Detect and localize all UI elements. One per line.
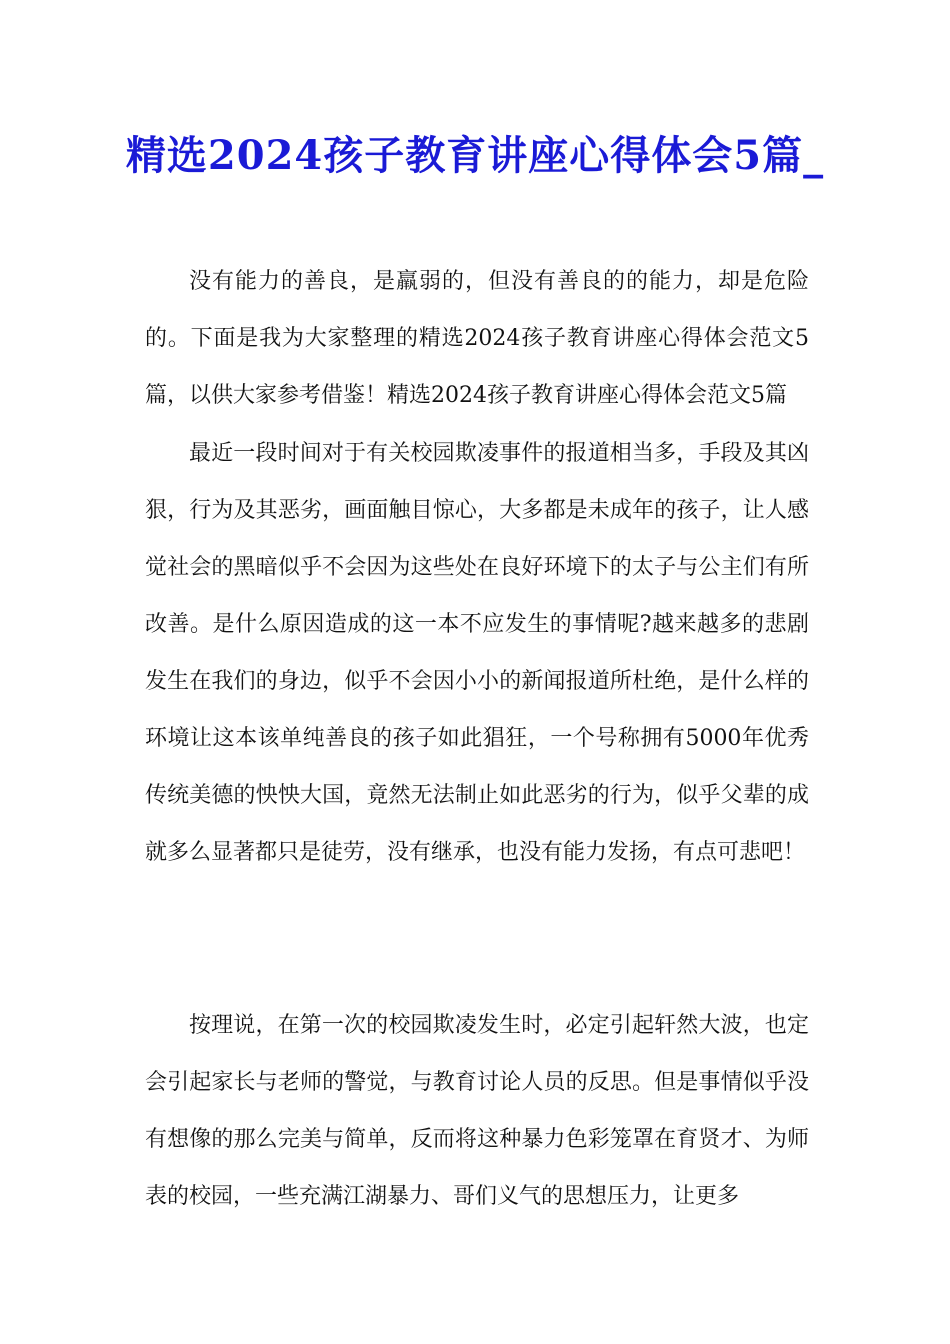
- paragraph-intro: 没有能力的善良，是羸弱的，但没有善良的的能力，却是危险的。下面是我为大家整理的精选2024孩子教育讲座心得体会范文5篇，以供大家参考借鉴！精选2024孩子教育讲座心得体会范文5篇: [145, 269, 809, 408]
- paragraph-bullying-reports: 最近一段时间对于有关校园欺凌事件的报道相当多，手段及其凶狠，行为及其恶劣，画面触目惊心，大多都是未成年的孩子，让人感觉社会的黑暗似乎不会因为这些处在良好环境下的太子与公主们有所改善。是什么原因造成的这一本不应发生的事情呢?越来越多的悲剧发生在我们的身边，似乎不会因小小的新闻报道所杜绝，是什么样的环境让这本该单纯善良的孩子如此猖狂，一个号称拥有5000年优秀传统美德的怏怏大国，竟然无法制止如此恶劣的行为，似乎父辈的成就多么显著都只是徒劳，没有继承，也没有能力发扬，有点可悲吧！: [145, 441, 809, 865]
- paragraph-school-response: 按理说，在第一次的校园欺凌发生时，必定引起轩然大波，也定会引起家长与老师的警觉，与教育讨论人员的反思。但是事情似乎没有想像的那么完美与简单，反而将这种暴力色彩笼罩在育贤才、为师表的校园，一些充满江湖暴力、哥们义气的思想压力，让更多: [145, 1013, 809, 1209]
- document-title: 精选2024孩子教育讲座心得体会5篇_: [125, 132, 825, 179]
